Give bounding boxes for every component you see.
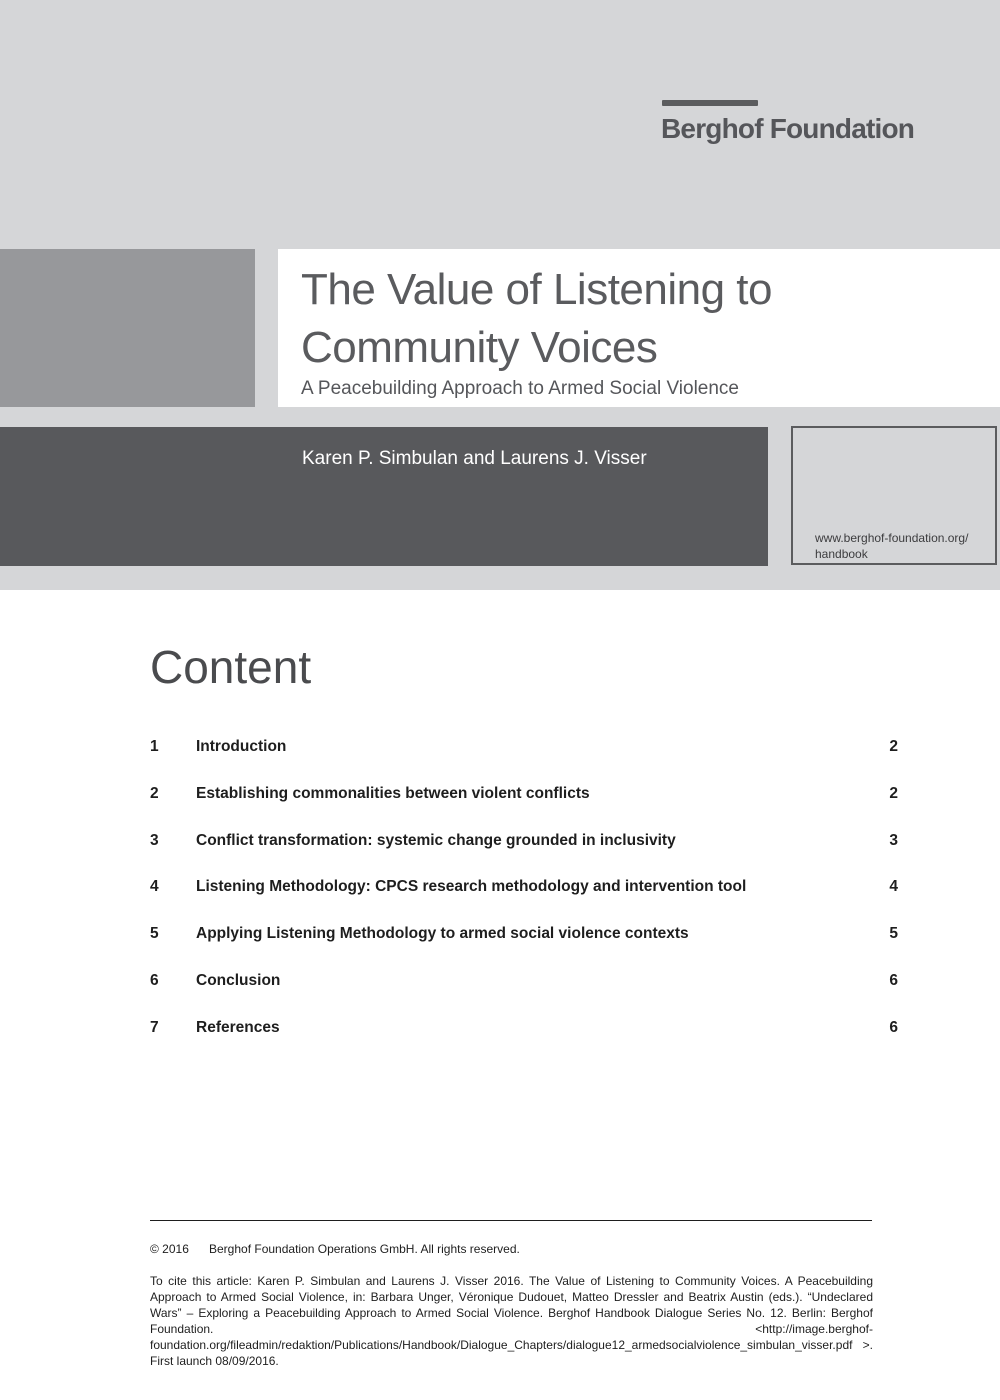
toc-item[interactable] <box>150 738 898 785</box>
toc-item-page: 5 <box>889 925 898 943</box>
citation-suffix: . First launch 08/09/2016. <box>150 1338 873 1368</box>
toc-item-title: Listening Methodology: CPCS research methodology and intervention tool <box>196 878 747 896</box>
toc-item-page: 6 <box>889 1018 898 1036</box>
toc-item[interactable] <box>150 832 898 879</box>
toc-item-page: 6 <box>889 971 898 989</box>
contents-heading: Content <box>150 641 312 693</box>
table-of-contents <box>150 738 898 1066</box>
title-panel <box>278 249 1000 407</box>
copyright-year: © 2016 <box>150 1242 189 1256</box>
toc-item[interactable] <box>150 785 898 832</box>
toc-item-number: 5 <box>150 925 159 943</box>
document-subtitle: A Peacebuilding Approach to Armed Social Violence <box>301 378 740 399</box>
author-panel <box>0 427 768 566</box>
toc-item-title: Establishing commonalities between violent conflicts <box>196 784 590 802</box>
logo-bar <box>662 100 758 106</box>
url-box <box>791 426 997 565</box>
toc-item-page: 3 <box>889 831 898 849</box>
website-link[interactable]: www.berghof-foundation.org/ handbook <box>815 531 969 561</box>
toc-item-number: 3 <box>150 831 159 849</box>
toc-item-title: References <box>196 1018 280 1036</box>
toc-item-number: 2 <box>150 784 159 802</box>
logo: Berghof Foundation <box>661 113 915 144</box>
copyright-text: Berghof Foundation Operations GmbH. All rights reserved. <box>209 1242 520 1256</box>
cover-header <box>0 0 1000 590</box>
toc-item-page: 2 <box>889 738 898 755</box>
authors: Karen P. Simbulan and Laurens J. Visser <box>302 448 647 469</box>
toc-item-number: 6 <box>150 971 159 989</box>
toc-item-title: Applying Listening Methodology to armed social violence contexts <box>196 925 689 943</box>
toc-item[interactable] <box>150 1019 898 1066</box>
document-title: The Value of Listening to Community Voices <box>301 265 773 372</box>
citation <box>150 1273 873 1369</box>
citation-link[interactable]: <http://image.berghof-foundation.org/fileadmin/redaktion/Publications/Handbook/Dialogue_Chapters/dialogue12_armedsocialviolence_simbulan_visser.pdf > <box>150 1322 873 1352</box>
toc-item[interactable] <box>150 925 898 972</box>
copyright-notice <box>150 1242 520 1256</box>
footer-divider <box>150 1220 872 1221</box>
toc-item-number: 4 <box>150 878 159 896</box>
citation-text: To cite this article: Karen P. Simbulan and Laurens J. Visser 2016. The Value of Listening to Community Voices. A Peacebuilding Approach to Armed Social Violence, in: Barbara Unger, Véronique Dudouet, Matteo Dressler and Beatrix Austin (eds.). “Undeclared Wars” – Exploring a Peacebuilding Approach to Armed Social Violence. Berghof Handbook Dialogue Series No. 12. Berlin: Berghof Foundation. <box>150 1274 873 1336</box>
toc-item-page: 2 <box>889 784 898 802</box>
toc-item-title: Introduction <box>196 738 287 755</box>
toc-item-number: 1 <box>150 738 159 755</box>
toc-item[interactable] <box>150 972 898 1019</box>
decorative-block <box>0 249 255 407</box>
toc-item-page: 4 <box>889 878 898 896</box>
toc-item[interactable] <box>150 878 898 925</box>
toc-item-title: Conclusion <box>196 971 281 989</box>
toc-item-number: 7 <box>150 1018 159 1036</box>
toc-item-title: Conflict transformation: systemic change grounded in inclusivity <box>196 831 676 849</box>
